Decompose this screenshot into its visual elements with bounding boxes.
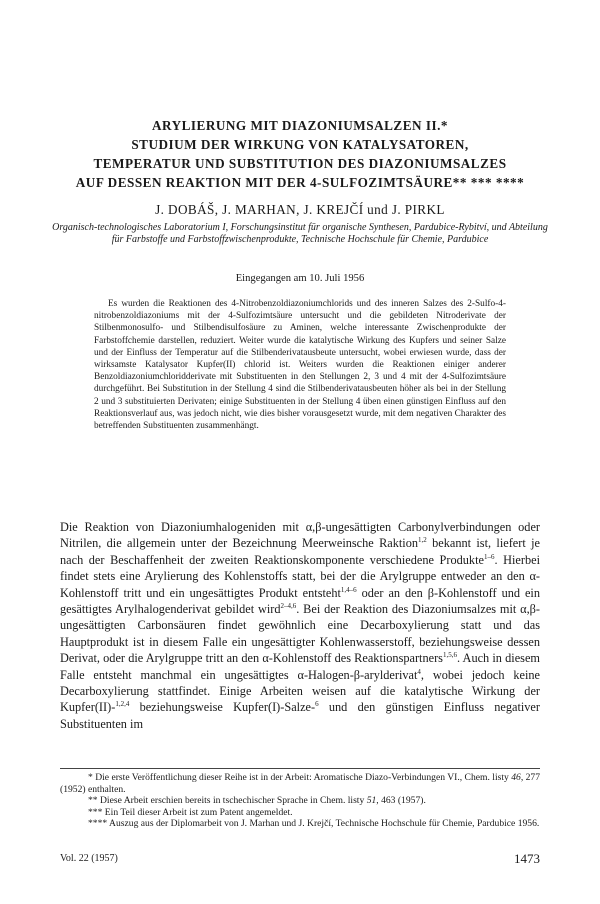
- reference-marker: 1,2: [418, 536, 427, 545]
- footnote-volume: 46: [511, 772, 521, 783]
- title-line-3: TEMPERATUR UND SUBSTITUTION DES DIAZONIUMSALZES: [93, 156, 507, 171]
- footnote-2: [60, 795, 540, 807]
- footnote-1: [60, 772, 540, 795]
- reference-marker: 1,2,4: [115, 700, 130, 709]
- footnote-volume: 51: [366, 795, 377, 807]
- volume-info: Vol. 22 (1957): [60, 853, 118, 864]
- body-text-segment: und den günstigen Einfluss negativer Substituenten im: [60, 700, 540, 731]
- body-text-segment: . Bei der Reaktion des Diazoniumsalzes mit α,β-ungesättigten Carbonsäuren findet gewöhnlich eine Decarboxylierung statt und das Hauptprodukt ist in diesem Falle ein ungesättigter Kohlenwasserstoff, beziehungsweise dessen Derivat, oder die Arylgruppe tritt an den α-Kohlenstoff des Reaktionspartners: [60, 602, 540, 666]
- body-text-segment: beziehungsweise Kupfer(I)-Salze-: [129, 700, 316, 715]
- title-line-4: AUF DESSEN REAKTION MIT DER 4-SULFOZIMTSÄURE** *** ****: [75, 175, 525, 190]
- footnote-text: * Die erste Veröffentlichung dieser Reihe ist in der Arbeit: Aromatische Diazo-Verbindungen VI., Chem. listy: [88, 772, 512, 783]
- footnote-3: *** Ein Teil dieser Arbeit ist zum Patent angemeldet.: [88, 806, 293, 818]
- body-text-segment: . Hierbei findet stets eine Arylierung des Kohlenstoffs statt, bei der die Arylgruppe entweder an den α-Kohlenstoff tritt und ein ungesättigtes Produkt entsteht: [60, 552, 540, 600]
- footnote-divider: [60, 768, 540, 769]
- reference-marker: 2–4,6: [280, 601, 297, 610]
- footnote-text: , 463 (1957).: [376, 795, 426, 807]
- body-text-segment: Die Reaktion von Diazoniumhalogeniden mit α,β-ungesättigten Carbonylverbindungen oder Nitrilen, die allgemein unter der Bezeichnung Meerweinsche Raktion: [60, 520, 540, 551]
- body-text-segment: bekannt ist, liefert je nach der Beschaffenheit der zweiten Reaktionskomponente verschiedene Produkte: [60, 536, 540, 567]
- reference-marker: 6: [315, 700, 319, 709]
- affiliation: Organisch-technologisches Laboratorium I, Forschungsinstitut für organische Synthesen, Pardubice-Rybitví, und Abteilung für Farbstoffe und Farbstoffzwischenprodukte, Technische Hochschule für Chemie, Pardubice: [52, 222, 548, 245]
- footnotes: [60, 772, 540, 830]
- body-text-segment: , wobei jedoch keine Decarboxylierung stattfindet. Einige Arbeiten weisen auf die katalytische Wirkung der Kupfer(II)-: [60, 667, 540, 715]
- reference-marker: 1,4–6: [340, 585, 357, 594]
- reference-marker: 4: [417, 667, 421, 676]
- footnote-4: **** Auszug aus der Diplomarbeit von J. Marhan und J. Krejčí, Technische Hochschule für Chemie, Pardubice 1956.: [88, 818, 540, 830]
- footnote-text: , 277 (1952) enthalten.: [60, 772, 541, 795]
- title-line-2: STUDIUM DER WIRKUNG VON KATALYSATOREN,: [131, 137, 469, 152]
- reference-marker: 1–6: [483, 552, 495, 561]
- page-footer: [60, 851, 540, 867]
- reference-marker: 1,5,6: [442, 651, 457, 660]
- body-paragraph: [60, 519, 540, 732]
- body-text-segment: . Auch in diesem Falle entsteht manchmal ein ungesättigtes α-Halogen-β-arylderivat: [60, 651, 540, 682]
- footnote-text: ** Diese Arbeit erschien bereits in tschechischer Sprache in Chem. listy: [88, 795, 367, 807]
- article-title: [30, 116, 570, 192]
- title-line-1: ARYLIERUNG MIT DIAZONIUMSALZEN II.*: [152, 118, 448, 133]
- body-text-segment: oder an den β-Kohlenstoff und ein gesättigtes Arylhalogenderivat gebildet wird: [60, 585, 540, 617]
- abstract: Es wurden die Reaktionen des 4-Nitrobenzoldiazoniumchlorids und des inneren Salzes des 2-Sulfo-4-nitrobenzoldiazoniums mit der 4-Sulfozimtsäure untersucht und die gebildeten Nitroderivate der Stilbenmonosulfo- und Stilbendisulfosäure zu Aminen, welche interessante Zwischenprodukte der Farbstoffchemie darstellen, reduziert. Weiter wurde die katalytische Wirkung des Kupfers und seiner Salze und der Einfluss der Temperatur auf die Stilbenderivatausbeute untersucht, wobei erwiesen wurde, dass der wirksamste Katalysator Kupfer(II) chlorid ist. Weiters wurden die Reaktionen einiger anderer Benzoldiazoniumchloridderivate mit Substituenten in den Stellungen 2, 3 und 4 mit der 4-Sulfozimtsäure durchgeführt. Bei Substitution in der Stellung 4 sind die Stilbenderivatausbeuten höher als bei in der Stellung 2 und 3 substituierten Derivaten; einige Substituenten in der Stellung 4 üben einen günstigen Einfluss auf den Reaktionsverlauf aus, was jedoch nicht, wie dies bisher vorausgesetzt wurde, mit dem negativen Charakter des betreffenden Substituenten zusammenhängt.: [94, 299, 506, 432]
- author-list: J. DOBÁŠ, J. MARHAN, J. KREJČÍ und J. PIRKL: [155, 202, 445, 217]
- received-date: Eingegangen am 10. Juli 1956: [235, 273, 365, 284]
- page-number: 1473: [514, 851, 540, 866]
